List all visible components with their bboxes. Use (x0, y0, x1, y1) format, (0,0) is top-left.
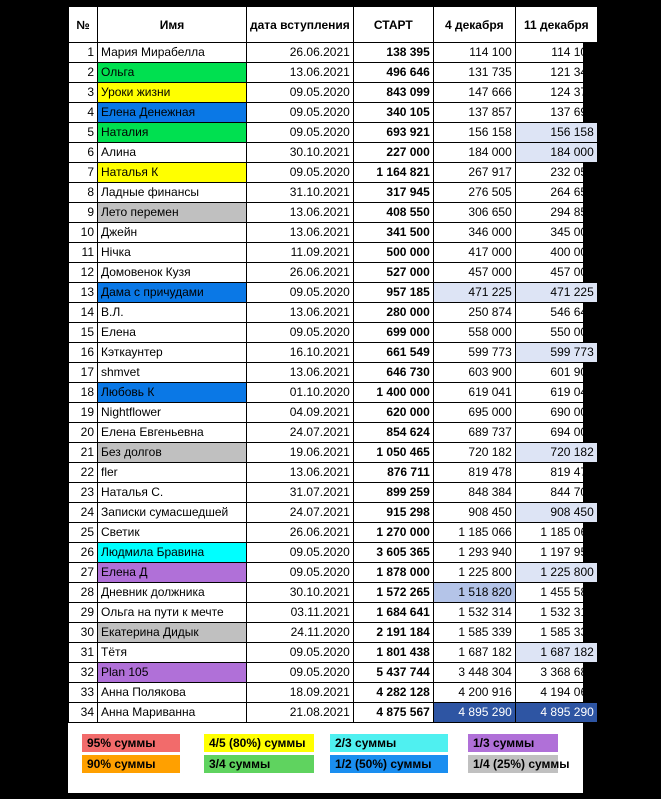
row-number-cell[interactable]: 7 (69, 163, 98, 183)
start-amount-cell[interactable]: 2 191 184 (353, 623, 433, 643)
table-row (69, 183, 598, 203)
join-date-cell[interactable]: 09.05.2020 (247, 663, 354, 683)
dec4-amount-cell[interactable]: 689 737 (433, 423, 515, 443)
start-amount-cell[interactable]: 620 000 (353, 403, 433, 423)
join-date-cell[interactable]: 24.07.2021 (247, 503, 354, 523)
start-amount-cell[interactable]: 3 605 365 (353, 543, 433, 563)
dec11-amount-cell[interactable]: 1 585 339 (515, 623, 597, 643)
legend-item: 2/3 суммы (330, 734, 448, 752)
dec4-amount-cell[interactable]: 695 000 (433, 403, 515, 423)
dec11-amount-cell[interactable]: 345 000 (515, 223, 597, 243)
table-row (69, 403, 598, 423)
row-number-cell[interactable]: 27 (69, 563, 98, 583)
table-row (69, 323, 598, 343)
start-amount-cell[interactable]: 5 437 744 (353, 663, 433, 683)
dec4-amount-cell[interactable]: 267 917 (433, 163, 515, 183)
join-date-cell[interactable]: 13.06.2021 (247, 63, 354, 83)
row-number-cell[interactable]: 15 (69, 323, 98, 343)
table-row (69, 663, 598, 683)
legend-item: 1/2 (50%) суммы (330, 755, 448, 773)
row-number-cell[interactable]: 28 (69, 583, 98, 603)
start-amount-cell[interactable]: 915 298 (353, 503, 433, 523)
table-row (69, 223, 598, 243)
dec4-amount-cell[interactable]: 131 735 (433, 63, 515, 83)
dec11-amount-cell[interactable]: 1 197 957 (515, 543, 597, 563)
name-cell[interactable]: Джейн (98, 223, 247, 243)
start-amount-cell[interactable]: 699 000 (353, 323, 433, 343)
dec11-amount-cell[interactable]: 1 532 314 (515, 603, 597, 623)
dec11-amount-cell[interactable]: 294 850 (515, 203, 597, 223)
header-dec11[interactable]: 11 декабря (515, 7, 597, 43)
name-cell[interactable]: Елена Евгеньевна (98, 423, 247, 443)
name-cell[interactable]: Уроки жизни (98, 83, 247, 103)
row-number-cell[interactable]: 4 (69, 103, 98, 123)
name-cell[interactable]: Дневник должника (98, 583, 247, 603)
legend-item: 4/5 (80%) суммы (204, 734, 314, 752)
dec11-amount-cell[interactable]: 232 050 (515, 163, 597, 183)
legend-item: 1/4 (25%) суммы (468, 755, 558, 773)
dec11-amount-cell[interactable]: 4 194 068 (515, 683, 597, 703)
dec4-amount-cell[interactable]: 619 041 (433, 383, 515, 403)
start-amount-cell[interactable]: 280 000 (353, 303, 433, 323)
join-date-cell[interactable]: 04.09.2021 (247, 403, 354, 423)
header-row (69, 7, 598, 43)
name-cell[interactable]: Plan 105 (98, 663, 247, 683)
table-row (69, 123, 598, 143)
name-cell[interactable]: Елена (98, 323, 247, 343)
name-cell[interactable]: Наталья К (98, 163, 247, 183)
join-date-cell[interactable]: 13.06.2021 (247, 303, 354, 323)
header-num[interactable]: № (69, 7, 98, 43)
start-amount-cell[interactable]: 646 730 (353, 363, 433, 383)
dec11-amount-cell[interactable]: 720 182 (515, 443, 597, 463)
start-amount-cell[interactable]: 138 395 (353, 43, 433, 63)
name-cell[interactable]: Светик (98, 523, 247, 543)
start-amount-cell[interactable]: 693 921 (353, 123, 433, 143)
dec11-amount-cell[interactable]: 601 900 (515, 363, 597, 383)
row-number-cell[interactable]: 33 (69, 683, 98, 703)
header-dec4[interactable]: 4 декабря (433, 7, 515, 43)
dec4-amount-cell[interactable]: 1 532 314 (433, 603, 515, 623)
dec4-amount-cell[interactable]: 457 000 (433, 263, 515, 283)
dec4-amount-cell[interactable]: 1 225 800 (433, 563, 515, 583)
start-amount-cell[interactable]: 899 259 (353, 483, 433, 503)
dec11-amount-cell[interactable]: 400 000 (515, 243, 597, 263)
dec11-amount-cell[interactable]: 819 478 (515, 463, 597, 483)
name-cell[interactable]: Дама с причудами (98, 283, 247, 303)
dec11-amount-cell[interactable]: 471 225 (515, 283, 597, 303)
name-cell[interactable]: Нічка (98, 243, 247, 263)
join-date-cell[interactable]: 09.05.2020 (247, 163, 354, 183)
name-cell[interactable]: Кэткаунтер (98, 343, 247, 363)
name-cell[interactable]: Наталия (98, 123, 247, 143)
start-amount-cell[interactable]: 227 000 (353, 143, 433, 163)
name-cell[interactable]: Алина (98, 143, 247, 163)
dec4-amount-cell[interactable]: 184 000 (433, 143, 515, 163)
table-row (69, 643, 598, 663)
dec4-amount-cell[interactable]: 276 505 (433, 183, 515, 203)
row-number-cell[interactable]: 32 (69, 663, 98, 683)
dec4-amount-cell[interactable]: 417 000 (433, 243, 515, 263)
row-number-cell[interactable]: 10 (69, 223, 98, 243)
name-cell[interactable]: Елена Д (98, 563, 247, 583)
join-date-cell[interactable]: 09.05.2020 (247, 643, 354, 663)
dec11-amount-cell[interactable]: 124 379 (515, 83, 597, 103)
table-row (69, 503, 598, 523)
dec4-amount-cell[interactable]: 250 874 (433, 303, 515, 323)
start-amount-cell[interactable]: 1 270 000 (353, 523, 433, 543)
start-amount-cell[interactable]: 500 000 (353, 243, 433, 263)
table-row (69, 343, 598, 363)
row-number-cell[interactable]: 14 (69, 303, 98, 323)
row-number-cell[interactable]: 23 (69, 483, 98, 503)
start-amount-cell[interactable]: 1 572 265 (353, 583, 433, 603)
name-cell[interactable]: Наталья С. (98, 483, 247, 503)
name-cell[interactable]: Анна Мариванна (98, 703, 247, 723)
join-date-cell[interactable]: 13.06.2021 (247, 203, 354, 223)
name-cell[interactable]: Елена Денежная (98, 103, 247, 123)
name-cell[interactable]: В.Л. (98, 303, 247, 323)
dec4-amount-cell[interactable]: 1 293 940 (433, 543, 515, 563)
table-row (69, 483, 598, 503)
dec4-amount-cell[interactable]: 471 225 (433, 283, 515, 303)
dec4-amount-cell[interactable]: 1 518 820 (433, 583, 515, 603)
start-amount-cell[interactable]: 661 549 (353, 343, 433, 363)
dec4-amount-cell[interactable]: 599 773 (433, 343, 515, 363)
row-number-cell[interactable]: 18 (69, 383, 98, 403)
table-row (69, 63, 598, 83)
dec4-amount-cell[interactable]: 4 200 916 (433, 683, 515, 703)
join-date-cell[interactable]: 09.05.2020 (247, 323, 354, 343)
row-number-cell[interactable]: 9 (69, 203, 98, 223)
dec11-amount-cell[interactable]: 156 158 (515, 123, 597, 143)
dec4-amount-cell[interactable]: 306 650 (433, 203, 515, 223)
join-date-cell[interactable]: 16.10.2021 (247, 343, 354, 363)
legend-item: 3/4 суммы (204, 755, 314, 773)
row-number-cell[interactable]: 2 (69, 63, 98, 83)
join-date-cell[interactable]: 31.10.2021 (247, 183, 354, 203)
start-amount-cell[interactable]: 843 099 (353, 83, 433, 103)
start-amount-cell[interactable]: 4 875 567 (353, 703, 433, 723)
name-cell[interactable]: Без долгов (98, 443, 247, 463)
start-amount-cell[interactable]: 1 801 438 (353, 643, 433, 663)
start-amount-cell[interactable]: 1 164 821 (353, 163, 433, 183)
dec4-amount-cell[interactable]: 147 666 (433, 83, 515, 103)
dec4-amount-cell[interactable]: 156 158 (433, 123, 515, 143)
dec11-amount-cell[interactable]: 114 100 (515, 43, 597, 63)
dec11-amount-cell[interactable]: 1 455 589 (515, 583, 597, 603)
start-amount-cell[interactable]: 4 282 128 (353, 683, 433, 703)
dec11-amount-cell[interactable]: 1 225 800 (515, 563, 597, 583)
name-cell[interactable]: Домовенок Кузя (98, 263, 247, 283)
join-date-cell[interactable]: 09.05.2020 (247, 563, 354, 583)
join-date-cell[interactable]: 09.05.2020 (247, 83, 354, 103)
row-number-cell[interactable]: 6 (69, 143, 98, 163)
join-date-cell[interactable]: 26.06.2021 (247, 523, 354, 543)
row-number-cell[interactable]: 1 (69, 43, 98, 63)
table-row (69, 683, 598, 703)
dec11-amount-cell[interactable]: 908 450 (515, 503, 597, 523)
dec4-amount-cell[interactable]: 848 384 (433, 483, 515, 503)
row-number-cell[interactable]: 5 (69, 123, 98, 143)
row-number-cell[interactable]: 11 (69, 243, 98, 263)
name-cell[interactable]: Nightflower (98, 403, 247, 423)
start-amount-cell[interactable]: 1 050 465 (353, 443, 433, 463)
start-amount-cell[interactable]: 854 624 (353, 423, 433, 443)
join-date-cell[interactable]: 21.08.2021 (247, 703, 354, 723)
start-amount-cell[interactable]: 1 878 000 (353, 563, 433, 583)
row-number-cell[interactable]: 3 (69, 83, 98, 103)
table-row (69, 43, 598, 63)
dec4-amount-cell[interactable]: 720 182 (433, 443, 515, 463)
join-date-cell[interactable]: 18.09.2021 (247, 683, 354, 703)
table-row (69, 623, 598, 643)
start-amount-cell[interactable]: 408 550 (353, 203, 433, 223)
name-cell[interactable]: Мария Мирабелла (98, 43, 247, 63)
row-number-cell[interactable]: 24 (69, 503, 98, 523)
join-date-cell[interactable]: 09.05.2020 (247, 543, 354, 563)
name-cell[interactable]: Ольга (98, 63, 247, 83)
dec11-amount-cell[interactable]: 457 000 (515, 263, 597, 283)
row-number-cell[interactable]: 22 (69, 463, 98, 483)
dec11-amount-cell[interactable]: 1 687 182 (515, 643, 597, 663)
join-date-cell[interactable]: 09.05.2020 (247, 123, 354, 143)
join-date-cell[interactable]: 30.10.2021 (247, 583, 354, 603)
dec11-amount-cell[interactable]: 599 773 (515, 343, 597, 363)
dec4-amount-cell[interactable]: 346 000 (433, 223, 515, 243)
join-date-cell[interactable]: 19.06.2021 (247, 443, 354, 463)
start-amount-cell[interactable]: 1 684 641 (353, 603, 433, 623)
start-amount-cell[interactable]: 876 711 (353, 463, 433, 483)
row-number-cell[interactable]: 19 (69, 403, 98, 423)
row-number-cell[interactable]: 20 (69, 423, 98, 443)
name-cell[interactable]: Людмила Бравина (98, 543, 247, 563)
row-number-cell[interactable]: 31 (69, 643, 98, 663)
dec4-amount-cell[interactable]: 4 895 290 (433, 703, 515, 723)
row-number-cell[interactable]: 21 (69, 443, 98, 463)
dec11-amount-cell[interactable]: 264 656 (515, 183, 597, 203)
table-row (69, 103, 598, 123)
join-date-cell[interactable]: 13.06.2021 (247, 363, 354, 383)
dec4-amount-cell[interactable]: 137 857 (433, 103, 515, 123)
name-cell[interactable]: shmvet (98, 363, 247, 383)
dec11-amount-cell[interactable]: 694 000 (515, 423, 597, 443)
join-date-cell[interactable]: 03.11.2021 (247, 603, 354, 623)
dec11-amount-cell[interactable]: 3 368 683 (515, 663, 597, 683)
legend-item: 1/3 суммы (468, 734, 558, 752)
dec11-amount-cell[interactable]: 1 185 066 (515, 523, 597, 543)
row-number-cell[interactable]: 30 (69, 623, 98, 643)
table-row (69, 363, 598, 383)
join-date-cell[interactable]: 24.07.2021 (247, 423, 354, 443)
table-row (69, 423, 598, 443)
table-row (69, 543, 598, 563)
legend-item: 95% суммы (82, 734, 180, 752)
dec11-amount-cell[interactable]: 619 041 (515, 383, 597, 403)
join-date-cell[interactable]: 01.10.2020 (247, 383, 354, 403)
table-row (69, 603, 598, 623)
name-cell[interactable]: Анна Полякова (98, 683, 247, 703)
join-date-cell[interactable]: 09.05.2020 (247, 103, 354, 123)
row-number-cell[interactable]: 34 (69, 703, 98, 723)
name-cell[interactable]: Ольга на пути к мечте (98, 603, 247, 623)
table-row (69, 243, 598, 263)
table-row (69, 583, 598, 603)
row-number-cell[interactable]: 8 (69, 183, 98, 203)
join-date-cell[interactable]: 13.06.2021 (247, 223, 354, 243)
table-row (69, 263, 598, 283)
dec4-amount-cell[interactable]: 558 000 (433, 323, 515, 343)
color-legend (76, 729, 576, 783)
join-date-cell[interactable]: 24.11.2020 (247, 623, 354, 643)
dec11-amount-cell[interactable]: 4 895 290 (515, 703, 597, 723)
header-name[interactable]: Имя (98, 7, 247, 43)
dec4-amount-cell[interactable]: 1 687 182 (433, 643, 515, 663)
dec4-amount-cell[interactable]: 3 448 304 (433, 663, 515, 683)
join-date-cell[interactable]: 26.06.2021 (247, 43, 354, 63)
row-number-cell[interactable]: 17 (69, 363, 98, 383)
join-date-cell[interactable]: 26.06.2021 (247, 263, 354, 283)
table-row (69, 443, 598, 463)
dec4-amount-cell[interactable]: 819 478 (433, 463, 515, 483)
dec4-amount-cell[interactable]: 1 585 339 (433, 623, 515, 643)
join-date-cell[interactable]: 11.09.2021 (247, 243, 354, 263)
row-number-cell[interactable]: 13 (69, 283, 98, 303)
start-amount-cell[interactable]: 527 000 (353, 263, 433, 283)
table-row (69, 383, 598, 403)
table-row (69, 83, 598, 103)
table-row (69, 163, 598, 183)
join-date-cell[interactable]: 31.07.2021 (247, 483, 354, 503)
row-number-cell[interactable]: 25 (69, 523, 98, 543)
row-number-cell[interactable]: 16 (69, 343, 98, 363)
dec11-amount-cell[interactable]: 546 645 (515, 303, 597, 323)
start-amount-cell[interactable]: 340 105 (353, 103, 433, 123)
header-start[interactable]: СТАРТ (353, 7, 433, 43)
name-cell[interactable]: Ладные финансы (98, 183, 247, 203)
header-date[interactable]: дата вступления (247, 7, 354, 43)
table-row (69, 523, 598, 543)
start-amount-cell[interactable]: 1 400 000 (353, 383, 433, 403)
row-number-cell[interactable]: 12 (69, 263, 98, 283)
table-row (69, 703, 598, 723)
table-row (69, 203, 598, 223)
dec11-amount-cell[interactable]: 184 000 (515, 143, 597, 163)
participants-table (68, 6, 598, 723)
table-row (69, 143, 598, 163)
dec11-amount-cell[interactable]: 690 000 (515, 403, 597, 423)
dec4-amount-cell[interactable]: 603 900 (433, 363, 515, 383)
name-cell[interactable]: Тётя (98, 643, 247, 663)
dec11-amount-cell[interactable]: 137 690 (515, 103, 597, 123)
start-amount-cell[interactable]: 341 500 (353, 223, 433, 243)
start-amount-cell[interactable]: 496 646 (353, 63, 433, 83)
row-number-cell[interactable]: 29 (69, 603, 98, 623)
start-amount-cell[interactable]: 957 185 (353, 283, 433, 303)
name-cell[interactable]: Любовь К (98, 383, 247, 403)
join-date-cell[interactable]: 09.05.2020 (247, 283, 354, 303)
dec4-amount-cell[interactable]: 114 100 (433, 43, 515, 63)
name-cell[interactable]: Лето перемен (98, 203, 247, 223)
row-number-cell[interactable]: 26 (69, 543, 98, 563)
dec11-amount-cell[interactable]: 121 347 (515, 63, 597, 83)
name-cell[interactable]: Екатерина Дидык (98, 623, 247, 643)
table-row (69, 563, 598, 583)
table-row (69, 303, 598, 323)
table-row (69, 463, 598, 483)
legend-item: 90% суммы (82, 755, 180, 773)
join-date-cell[interactable]: 13.06.2021 (247, 463, 354, 483)
dec4-amount-cell[interactable]: 908 450 (433, 503, 515, 523)
dec11-amount-cell[interactable]: 844 702 (515, 483, 597, 503)
name-cell[interactable]: Записки сумасшедшей (98, 503, 247, 523)
table-row (69, 283, 598, 303)
dec11-amount-cell[interactable]: 550 000 (515, 323, 597, 343)
name-cell[interactable]: fler (98, 463, 247, 483)
join-date-cell[interactable]: 30.10.2021 (247, 143, 354, 163)
start-amount-cell[interactable]: 317 945 (353, 183, 433, 203)
dec4-amount-cell[interactable]: 1 185 066 (433, 523, 515, 543)
